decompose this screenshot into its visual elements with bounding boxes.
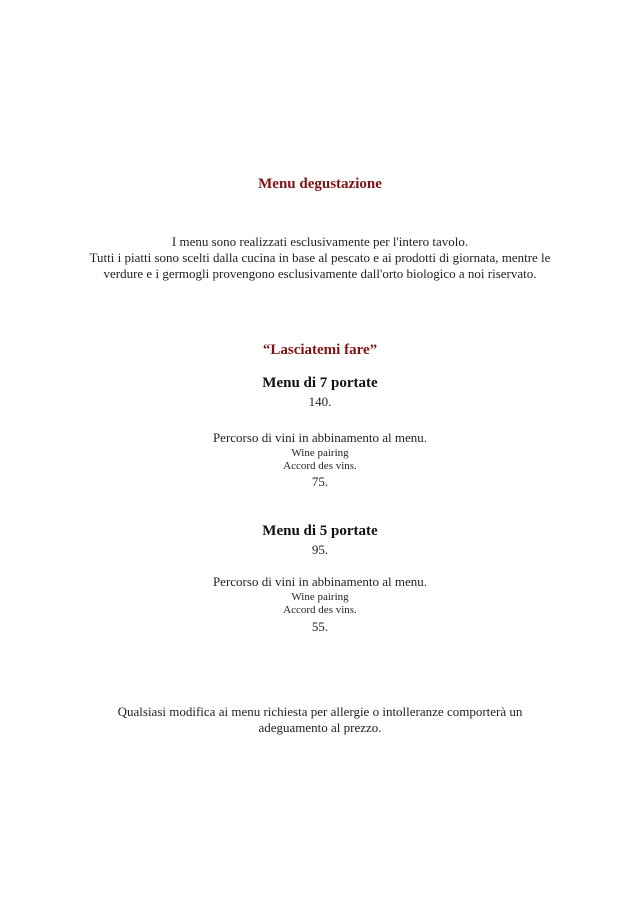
menu-name: Menu di 7 portate [262, 375, 378, 391]
wine-pairing-en: Wine pairing [291, 591, 349, 603]
page-title: Menu degustazione [258, 176, 382, 192]
wine-pairing-fr: Accord des vins. [283, 460, 357, 472]
menu-price: 140. [308, 394, 332, 409]
wine-pairing-label: Percorso di vini in abbinamento al menu. [212, 430, 428, 445]
intro-line: Tutti i piatti sono scelti dalla cucina in base al pescato e ai prodotti di giornata, mentre le [89, 250, 551, 265]
wine-pairing-label: Percorso di vini in abbinamento al menu. [212, 574, 428, 589]
footer-note-line: adeguamento al prezzo. [258, 720, 382, 735]
wine-pairing-fr: Accord des vins. [283, 604, 357, 616]
intro-line: verdure e i germogli provengono esclusivamente dall'orto biologico a noi riservato. [103, 266, 537, 281]
wine-pairing-en: Wine pairing [291, 447, 349, 459]
section-title: “Lasciatemi fare” [262, 342, 378, 358]
menu-name: Menu di 5 portate [262, 523, 378, 539]
wine-pairing-price: 55. [311, 619, 329, 634]
intro-line: I menu sono realizzati esclusivamente per l'intero tavolo. [171, 234, 469, 249]
footer-note-line: Qualsiasi modifica ai menu richiesta per allergie o intolleranze comporterà un [117, 704, 523, 719]
menu-price: 95. [311, 542, 329, 557]
wine-pairing-price: 75. [311, 474, 329, 489]
